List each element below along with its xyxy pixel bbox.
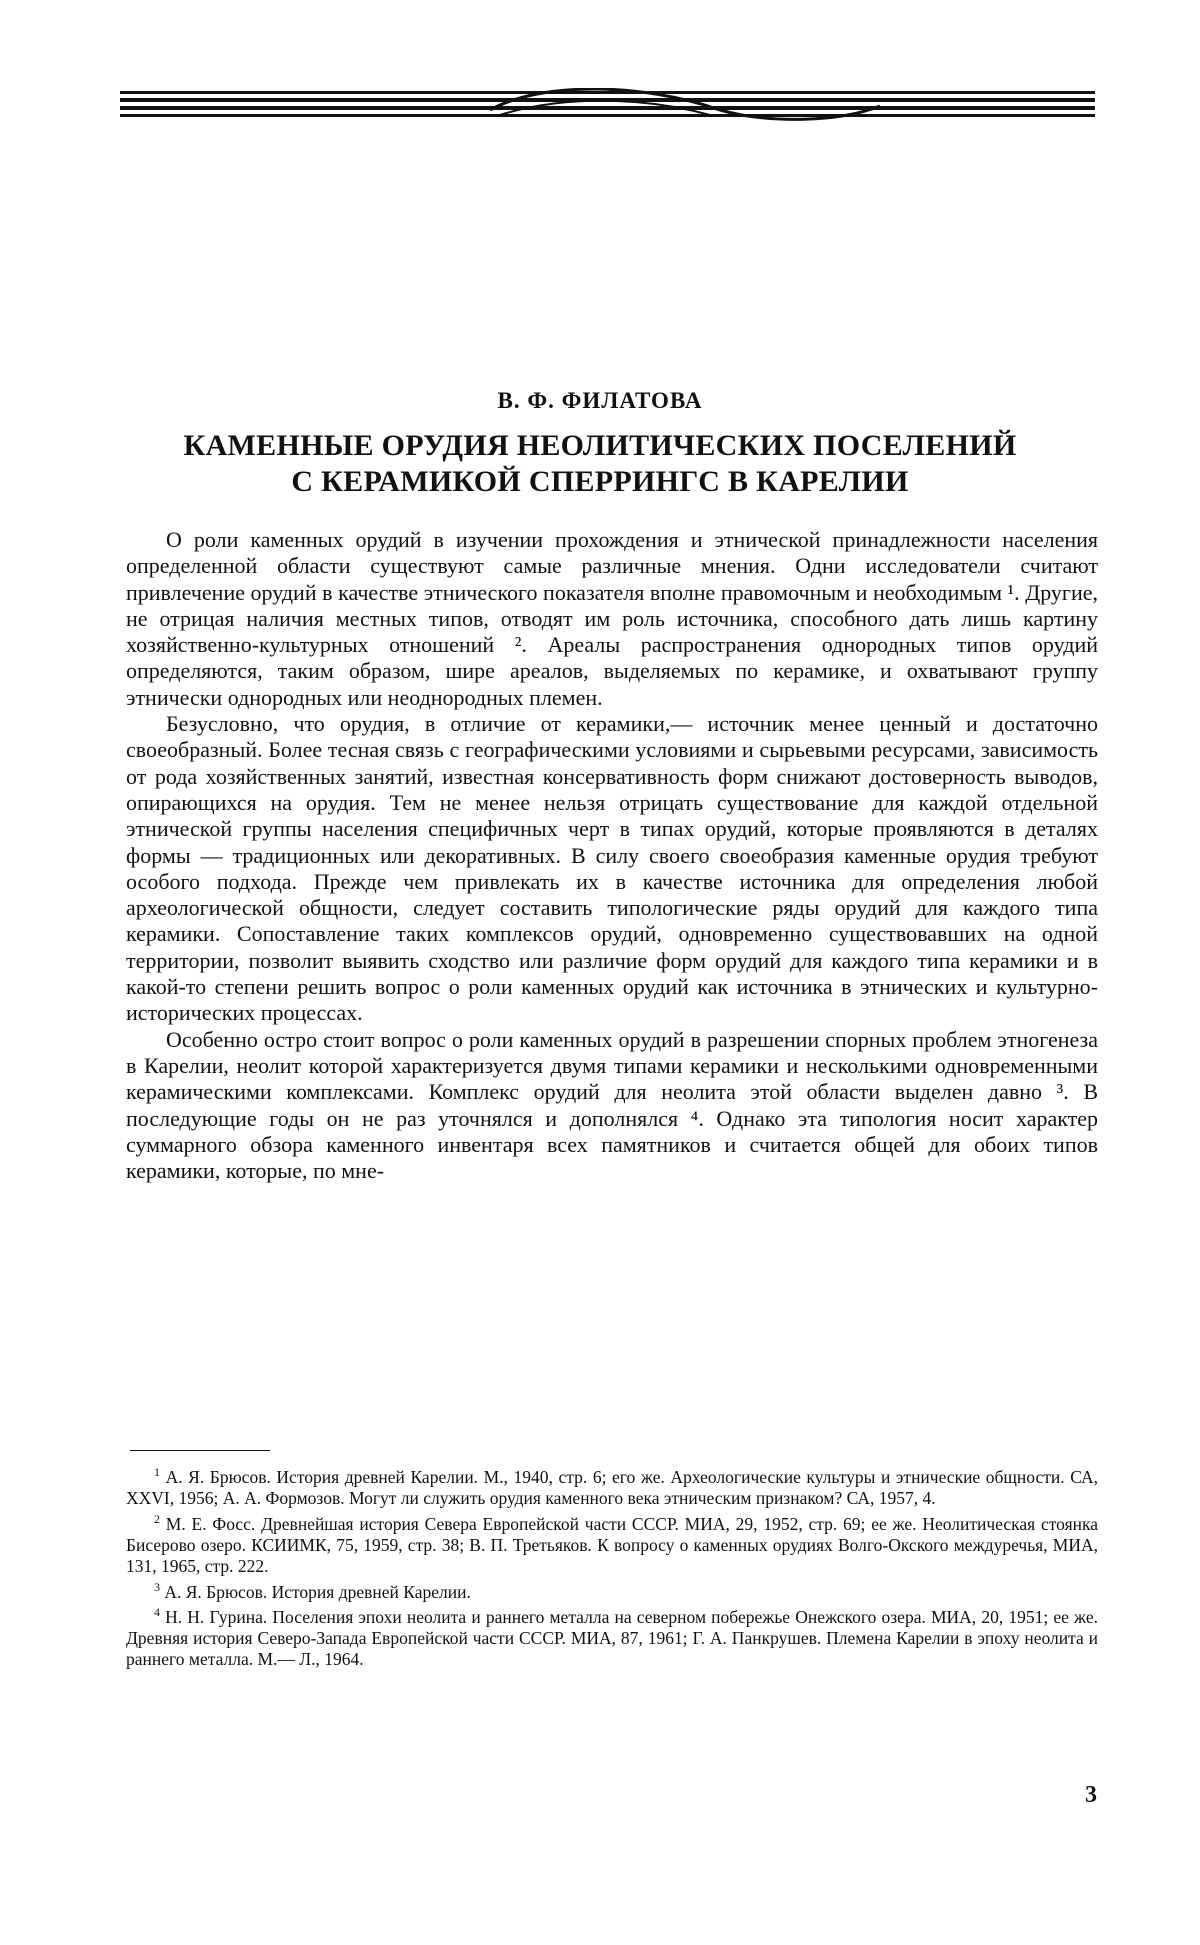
footnote-4 bbox=[126, 1602, 1098, 1670]
footnote-mark: 2 bbox=[154, 1511, 160, 1526]
footnotes bbox=[126, 1462, 1098, 1670]
footnote-text: М. Е. Фосс. Древнейшая история Севера Европейской части СССР. МИА, 29, 1952, стр. 69; ее же. Неолитическая стоянка Бисерово озеро. КСИИМК, 75, 1959, стр. 38; В. П. Третьяков. К вопросу о каменных орудиях Волго-Окского междуречья, МИА, 131, 1965, стр. 222. bbox=[126, 1513, 1098, 1576]
author-name: В. Ф. ФИЛАТОВА bbox=[497, 388, 703, 413]
footnote-3 bbox=[126, 1577, 1098, 1603]
title-line-1: КАМЕННЫЕ ОРУДИЯ НЕОЛИТИЧЕСКИХ ПОСЕЛЕНИЙ bbox=[183, 429, 1017, 462]
title-line-2: С КЕРАМИКОЙ СПЕРРИНГС В КАРЕЛИИ bbox=[291, 465, 909, 498]
footnote-text: Н. Н. Гурина. Поселения эпохи неолита и раннего металла на северном побережье Онежского озера. МИА, 20, 1951; ее же. Древняя история Северо-Запада Европейской части СССР. МИА, 87, 1961; Г. А. Панкрушев. Племена Карелии в эпоху неолита и раннего металла. М.— Л., 1964. bbox=[126, 1607, 1099, 1670]
page-number: 3 bbox=[1085, 1782, 1097, 1808]
paragraph-2: Безусловно, что орудия, в отличие от керамики,— источник менее ценный и достаточно своеобразный. Более тесная связь с географическими условиями и сырьевыми ресурсами, зависимость от рода хозяйственных занятий, известная консервативность форм снижают достоверность выводов, опирающихся на орудия. Тем не менее нельзя отрицать существование для каждой отдельной этнической группы населения специфичных черт в типах орудий, которые проявляются в деталях формы — традиционных или декоративных. В силу своего своеобразия каменные орудия требуют особого подхода. Прежде чем привлекать их в качестве источника для определения любой археологической общности, следует составить типологические ряды орудий для каждого типа керамики. Сопоставление таких комплексов орудий, одновременно существовавших на одной территории, позволит выявить сходство или различие форм орудий для каждого типа керамики и в какой-то степени решить вопрос о роли каменных орудий как источника в этнических и культурно-исторических процессах. bbox=[126, 711, 1098, 1026]
paragraph-1: О роли каменных орудий в изучении прохождения и этнической принадлежности населения определенной области существуют самые различные мнения. Одни исследователи считают привлечение орудий в качестве этнического показателя вполне правомочным и необходимым ¹. Другие, не отрицая наличия местных типов, отводят им роль источника, способного дать лишь картину хозяйственно-культурных отношений ². Ареалы распространения однородных типов орудий определяются, таким образом, шире ареалов, выделяемых по керамике, и охватывают группу этнически однородных или неоднородных племен. bbox=[126, 527, 1098, 710]
article-body bbox=[126, 527, 1098, 1184]
footnote-2 bbox=[126, 1509, 1098, 1577]
footnote-mark: 3 bbox=[154, 1579, 160, 1594]
footnote-mark: 1 bbox=[154, 1465, 160, 1479]
footnote-1 bbox=[126, 1462, 1098, 1509]
footnote-mark: 4 bbox=[154, 1605, 160, 1620]
article-title bbox=[0, 428, 1200, 500]
footnote-text: А. Я. Брюсов. История древней Карелии. М., 1940, стр. 6; его же. Археологические культуры и этнические общности. СА, XXVI, 1956; А. А. Формозов. Могут ли служить орудия каменного века этническим признаком? СА, 1957, 4. bbox=[126, 1466, 1099, 1508]
paragraph-3: Особенно остро стоит вопрос о роли каменных орудий в разрешении спорных проблем этногенеза в Карелии, неолит которой характеризуется двумя типами керамики и несколькими одновременными керамическими комплексами. Комплекс орудий для неолита этой области выделен давно ³. В последующие годы он не раз уточнялся и дополнялся ⁴. Однако эта типология носит характер суммарного обзора каменного инвентаря всех памятников и считается общей для обоих типов керамики, которые, по мне- bbox=[126, 1026, 1098, 1184]
footnote-separator bbox=[130, 1450, 270, 1451]
header-ornament bbox=[120, 88, 1095, 124]
footnote-text: А. Я. Брюсов. История древней Карелии. bbox=[164, 1581, 471, 1602]
